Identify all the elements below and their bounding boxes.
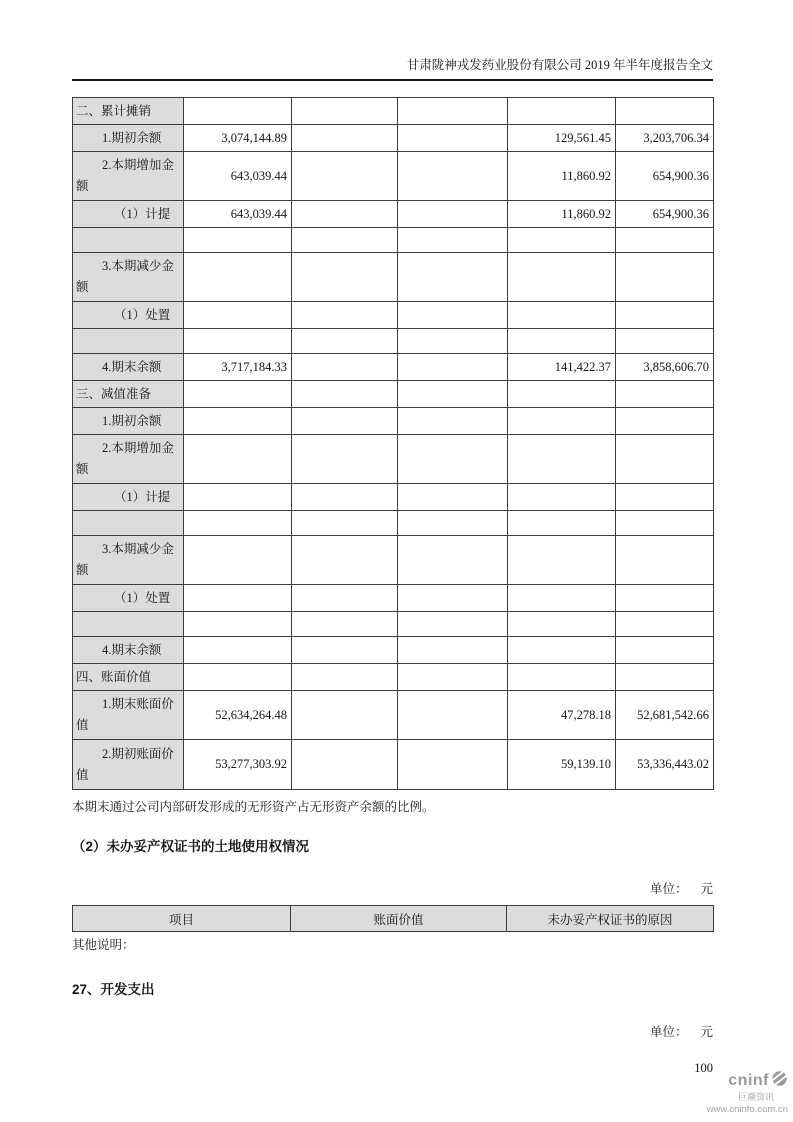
row-value <box>292 125 398 152</box>
row-value <box>508 253 616 302</box>
row-value: 3,203,706.34 <box>616 125 714 152</box>
row-value <box>292 585 398 612</box>
table-row <box>73 302 714 329</box>
row-value: 643,039.44 <box>184 152 292 201</box>
row-value <box>398 536 508 585</box>
row-label: 1.期末账面价值 <box>73 691 184 740</box>
row-value <box>292 740 398 790</box>
row-value <box>616 612 714 637</box>
row-label: 2.本期增加金额 <box>73 435 184 484</box>
row-value <box>292 691 398 740</box>
row-value: 11,860.92 <box>508 152 616 201</box>
row-label: 2.本期增加金额 <box>73 152 184 201</box>
row-value <box>398 585 508 612</box>
row-value: 3,074,144.89 <box>184 125 292 152</box>
row-value <box>616 585 714 612</box>
row-value <box>184 484 292 511</box>
row-value <box>292 302 398 329</box>
row-value <box>508 381 616 408</box>
row-label: 2.期初账面价值 <box>73 740 184 790</box>
row-value <box>398 354 508 381</box>
row-value <box>292 354 398 381</box>
row-value <box>398 98 508 125</box>
row-value <box>398 740 508 790</box>
cninfo-logo <box>707 1070 788 1115</box>
row-value <box>398 381 508 408</box>
row-label: 3.本期减少金额 <box>73 536 184 585</box>
row-value: 53,277,303.92 <box>184 740 292 790</box>
row-value: 654,900.36 <box>616 201 714 228</box>
row-value: 52,681,542.66 <box>616 691 714 740</box>
row-value <box>616 511 714 536</box>
row-value <box>616 536 714 585</box>
row-value <box>184 98 292 125</box>
table-row <box>73 381 714 408</box>
page-number: 100 <box>694 1061 713 1075</box>
row-value <box>184 536 292 585</box>
row-label <box>73 511 184 536</box>
table-row <box>73 201 714 228</box>
row-label: （1）处置 <box>73 585 184 612</box>
row-value <box>398 302 508 329</box>
unit-line-land <box>72 881 713 897</box>
row-value <box>292 511 398 536</box>
row-label: 4.期末余额 <box>73 354 184 381</box>
column-header-item: 项目 <box>73 906 291 932</box>
dev-expenditure-heading: 27、开发支出 <box>72 982 155 997</box>
table-row <box>73 228 714 253</box>
row-value <box>398 329 508 354</box>
row-value <box>398 637 508 664</box>
row-value <box>508 98 616 125</box>
row-value <box>508 664 616 691</box>
row-value <box>398 435 508 484</box>
row-value <box>616 408 714 435</box>
row-value <box>398 612 508 637</box>
other-note: 其他说明： <box>72 938 135 952</box>
row-value <box>184 585 292 612</box>
row-value <box>292 98 398 125</box>
table-row <box>73 329 714 354</box>
table-row <box>73 435 714 484</box>
table-row <box>73 354 714 381</box>
row-value <box>398 253 508 302</box>
unit-label: 单位： <box>649 1025 688 1039</box>
row-value: 47,278.18 <box>508 691 616 740</box>
row-value <box>292 329 398 354</box>
row-label: （1）计提 <box>73 484 184 511</box>
row-value <box>616 435 714 484</box>
row-value: 129,561.45 <box>508 125 616 152</box>
running-header: 甘肃陇神戎发药业股份有限公司 2019 年半年度报告全文 <box>72 57 713 81</box>
row-value <box>184 253 292 302</box>
row-value <box>616 302 714 329</box>
row-value <box>184 435 292 484</box>
row-value <box>398 201 508 228</box>
row-label <box>73 329 184 354</box>
row-value <box>616 253 714 302</box>
table-row <box>73 612 714 637</box>
row-value <box>292 536 398 585</box>
row-value <box>184 664 292 691</box>
row-label: 3.本期减少金额 <box>73 253 184 302</box>
land-use-section-heading: （2）未办妥产权证书的土地使用权情况 <box>72 839 310 854</box>
table-row <box>73 152 714 201</box>
row-value <box>184 511 292 536</box>
amortization-table <box>72 97 714 790</box>
row-value <box>292 664 398 691</box>
unit-line-dev <box>72 1024 713 1040</box>
row-value: 59,139.10 <box>508 740 616 790</box>
amortization-table-body <box>73 98 714 790</box>
row-value <box>508 612 616 637</box>
row-value <box>398 664 508 691</box>
row-value: 3,717,184.33 <box>184 354 292 381</box>
row-value <box>616 329 714 354</box>
row-label: （1）处置 <box>73 302 184 329</box>
row-value <box>184 637 292 664</box>
row-value: 52,634,264.48 <box>184 691 292 740</box>
row-value <box>292 637 398 664</box>
row-value: 643,039.44 <box>184 201 292 228</box>
row-value <box>292 612 398 637</box>
row-value <box>616 381 714 408</box>
row-label <box>73 228 184 253</box>
cninfo-swirl-icon <box>771 1070 788 1092</box>
row-label: 三、减值准备 <box>73 381 184 408</box>
row-value <box>508 435 616 484</box>
row-value: 141,422.37 <box>508 354 616 381</box>
row-value <box>616 98 714 125</box>
table-row <box>73 484 714 511</box>
unit-value: 元 <box>700 1025 713 1039</box>
row-value <box>398 152 508 201</box>
row-value <box>398 691 508 740</box>
table-row <box>73 585 714 612</box>
cninfo-brand-text: cninf <box>728 1072 769 1090</box>
table-row <box>73 125 714 152</box>
column-header-book-value: 账面价值 <box>291 906 507 932</box>
row-value <box>398 228 508 253</box>
table-row <box>73 511 714 536</box>
row-value <box>292 228 398 253</box>
row-value: 11,860.92 <box>508 201 616 228</box>
row-value <box>398 408 508 435</box>
row-value <box>184 329 292 354</box>
unit-label: 单位： <box>649 882 688 896</box>
table-header-row <box>73 906 714 932</box>
row-label <box>73 612 184 637</box>
table-row <box>73 253 714 302</box>
row-value <box>508 536 616 585</box>
row-label: （1）计提 <box>73 201 184 228</box>
row-value <box>508 637 616 664</box>
row-value <box>398 484 508 511</box>
row-value <box>616 228 714 253</box>
row-value <box>616 484 714 511</box>
row-value <box>508 511 616 536</box>
row-label: 四、账面价值 <box>73 664 184 691</box>
row-value: 654,900.36 <box>616 152 714 201</box>
row-value <box>184 228 292 253</box>
row-value <box>292 381 398 408</box>
row-value <box>292 253 398 302</box>
table-row <box>73 637 714 664</box>
cninfo-brand-cn: 巨潮资讯 <box>737 1091 774 1102</box>
row-value: 3,858,606.70 <box>616 354 714 381</box>
unit-value: 元 <box>700 882 713 896</box>
row-label: 1.期初余额 <box>73 408 184 435</box>
row-value <box>292 201 398 228</box>
table-row <box>73 536 714 585</box>
row-value <box>292 152 398 201</box>
row-value <box>508 484 616 511</box>
row-label: 4.期末余额 <box>73 637 184 664</box>
row-value <box>508 329 616 354</box>
page-content <box>72 0 713 1076</box>
intangible-assets-note: 本期末通过公司内部研发形成的无形资产占无形资产余额的比例。 <box>72 800 435 814</box>
row-value <box>292 484 398 511</box>
row-value <box>292 408 398 435</box>
row-value <box>184 302 292 329</box>
table-row <box>73 740 714 790</box>
row-value <box>508 302 616 329</box>
row-value <box>184 381 292 408</box>
row-label: 二、累计摊销 <box>73 98 184 125</box>
table-row <box>73 691 714 740</box>
row-value <box>398 125 508 152</box>
row-value <box>508 585 616 612</box>
row-value <box>398 511 508 536</box>
row-value <box>508 228 616 253</box>
row-value <box>292 435 398 484</box>
row-value <box>616 637 714 664</box>
row-value <box>184 612 292 637</box>
cninfo-brand-row <box>707 1070 788 1092</box>
row-label: 1.期初余额 <box>73 125 184 152</box>
row-value <box>184 408 292 435</box>
land-use-table <box>72 905 714 932</box>
table-row <box>73 664 714 691</box>
row-value <box>616 664 714 691</box>
row-value <box>508 408 616 435</box>
row-value: 53,336,443.02 <box>616 740 714 790</box>
column-header-reason: 未办妥产权证书的原因 <box>507 906 714 932</box>
table-row <box>73 408 714 435</box>
cninfo-url: www.cninfo.com.cn <box>706 1103 788 1115</box>
table-row <box>73 98 714 125</box>
